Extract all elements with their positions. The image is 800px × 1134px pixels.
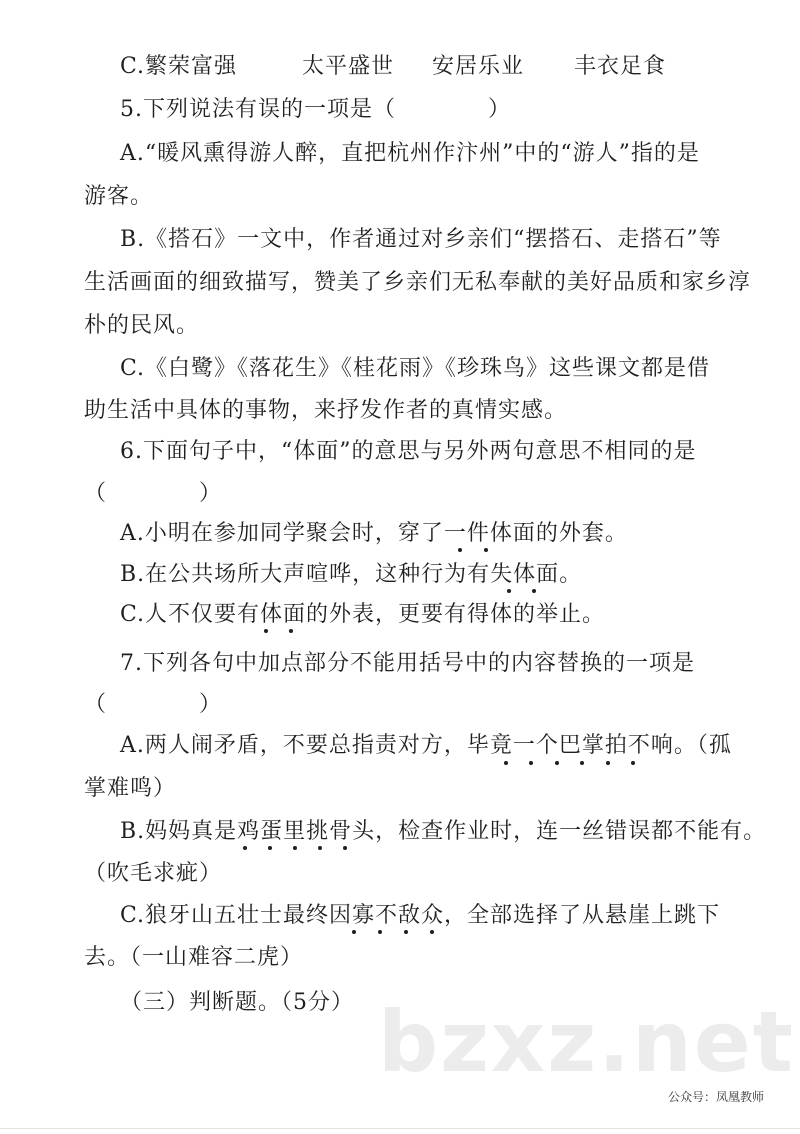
footer-credit: 公众号：凤凰教师: [668, 1090, 765, 1104]
q5-option-b-line1: B.《搭石》一文中，作者通过对乡亲们“摆搭石、走搭石”等: [120, 227, 722, 252]
q7-option-a-line1: A.两人闹矛盾，不要总指责对方，毕竟一个巴掌拍不响。（孤: [120, 733, 732, 758]
section-3-heading: （三）判断题。（5分）: [120, 990, 354, 1015]
q5-option-b-line2: 生活画面的细致描写，赞美了乡亲们无私奉献的美好品质和家乡淳: [84, 270, 752, 295]
q7-stem-line1: 7.下列各句中加点部分不能用括号中的内容替换的一项是: [120, 651, 695, 676]
q7-option-a-line2: 掌难鸣）: [84, 776, 177, 801]
q5-option-c-line2: 助生活中具体的事物，来抒发作者的真情实感。: [84, 398, 568, 423]
q6-stem-line2: （ ）: [84, 481, 223, 506]
q7-stem-line2: （ ）: [84, 692, 223, 717]
q6-option-c: C.人不仅要有体面的外表，更要有得体的举止。: [120, 602, 606, 627]
q4-option-c3: 安居乐业: [432, 54, 525, 79]
q6-option-a: A.小明在参加同学聚会时，穿了一件体面的外套。: [120, 521, 628, 546]
q5-option-a-line1: A.“暖风熏得游人醉，直把杭州作汴州”中的“游人”指的是: [120, 141, 700, 166]
q4-option-c: C.繁荣富强: [120, 54, 238, 79]
q6-option-b: B.在公共场所大声喧哗，这种行为有失体面。: [120, 562, 583, 587]
watermark: bzxz.net: [378, 993, 795, 1091]
q7-option-c-line1: C.狼牙山五壮士最终因寡不敌众，全部选择了从悬崖上跳下: [120, 903, 721, 928]
q7-option-c-line2: 去。（一山难容二虎）: [84, 945, 304, 970]
q7-option-b-line1: B.妈妈真是鸡蛋里挑骨头，检查作业时，连一丝错误都不能有。: [120, 819, 767, 844]
q7-option-b-line2: （吹毛求疵）: [84, 861, 223, 886]
q5-stem: 5.下列说法有误的一项是（ ）: [120, 97, 511, 122]
q5-option-b-line3: 朴的民风。: [84, 313, 200, 338]
q4-option-c2: 太平盛世: [302, 54, 395, 79]
q4-option-c4: 丰衣足食: [574, 54, 667, 79]
q6-stem-line1: 6.下面句子中，“体面”的意思与另外两句意思不相同的是: [120, 439, 697, 464]
q5-option-a-line2: 游客。: [84, 184, 154, 209]
page-bottom-divider: [0, 1128, 800, 1129]
q5-option-c-line1: C.《白鹭》《落花生》《桂花雨》《珍珠鸟》这些课文都是借: [120, 356, 711, 381]
